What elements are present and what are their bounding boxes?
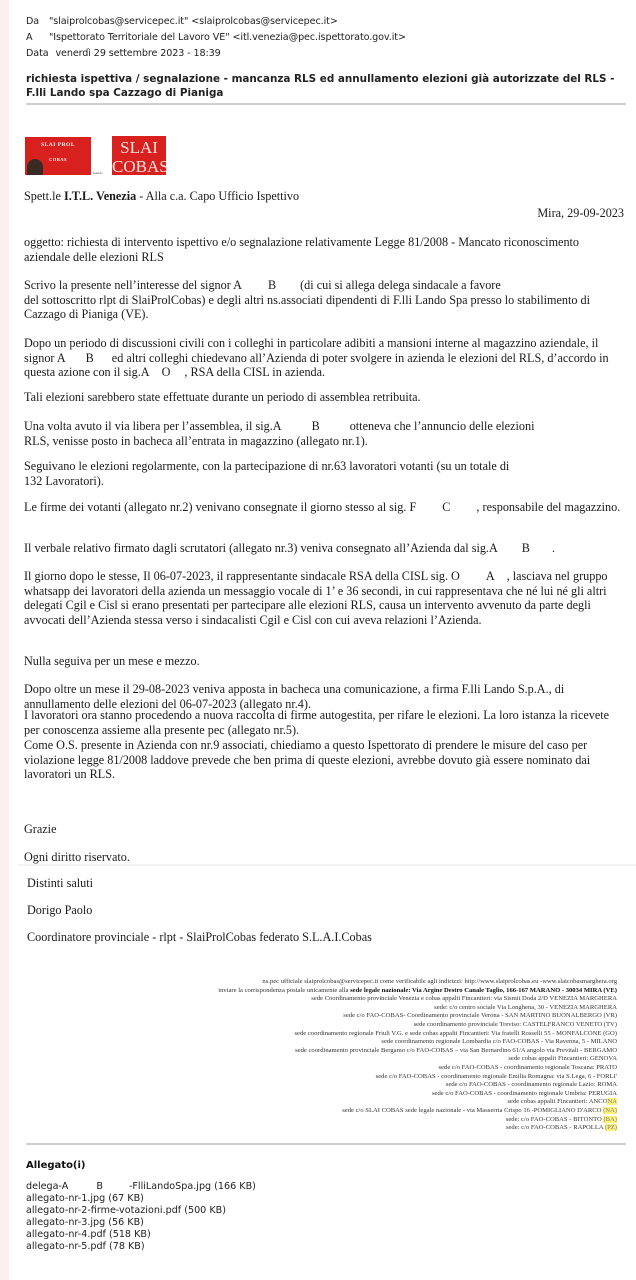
paragraph-8 bbox=[24, 569, 624, 627]
signature-divider bbox=[18, 864, 636, 866]
to-row bbox=[26, 30, 406, 46]
footer-line: sede coordinamento provinciale Bergamo c/o FAO-COBAS – via San Bernardino 61/A angolo via Previtali - BERGAMO bbox=[295, 1046, 617, 1054]
footer-text: sede cobas appalti Fincantieri: ANCO bbox=[507, 1098, 608, 1106]
footer-line: sede c/o FAO-COBAS - coordinamento regionale Emilia Romagna: via S.Lega, 6 - FORLI' bbox=[375, 1072, 617, 1080]
footer-line: sede: c/o centro sociale Via Longhena, 30 - VENEZIA MARGHERA bbox=[434, 1003, 617, 1011]
footer-line bbox=[97, 987, 617, 996]
p2-text-3: , RSA della CISL in azienda. bbox=[184, 365, 326, 380]
redacted-initial: O bbox=[161, 365, 171, 380]
addressee-name: I.T.L. Venezia bbox=[63, 189, 137, 203]
date-value: venerdì 29 settembre 2023 - 18:39 bbox=[55, 48, 221, 59]
footer-text: sede c/o SLAI COBAS sede legale nazionale - via Masserria Crispo 16 -POMIGLIANO D'ARCO bbox=[342, 1106, 604, 1114]
attachments-title: Allegato(i) bbox=[26, 1160, 86, 1171]
attachments-divider bbox=[26, 1143, 626, 1145]
logo1-subtitle: · · · bbox=[55, 149, 61, 153]
footer-line: sede c/o FAO-COBAS - coordinamento regionale Umbria: PERUGIA bbox=[431, 1089, 617, 1097]
p5-text: Seguivano le elezioni regolarmente, con la partecipazione di nr.63 lavoratori votanti (su un totale di bbox=[24, 459, 510, 473]
paragraph-14: Ogni diritto riservato. bbox=[24, 850, 130, 864]
footer-line: sede coordinamento regionale Friuli V.G. e sede cobas appalti Fincantieri: Via fratelli Rosselli 55 - MONFALCONE (GO) bbox=[294, 1029, 617, 1037]
footer-line: sede coordinamento provinciale Treviso: CASTELFRANCO VENETO (TV) bbox=[413, 1020, 617, 1028]
footer-line: sede cobas appalti Fincantieri: GENOVA bbox=[508, 1055, 617, 1063]
logo1-cobas: COBAS bbox=[48, 157, 67, 162]
footer-text: inviare la corrispondenza postale unicamente alla bbox=[218, 986, 351, 994]
paragraph-10: Dopo oltre un mese il 29-08-2023 veniva apposta in bacheca una comunicazione, a firma F.lli Lando S.p.A., di annullamento delle elezioni del 06-07-2023 (allegato nr.4). bbox=[24, 682, 565, 711]
footer-line bbox=[97, 1098, 617, 1107]
addressee-prefix: Spett.le bbox=[24, 189, 64, 203]
paragraph-4 bbox=[24, 419, 624, 448]
p4-text: Una volta avuto il via libera per l’assemblea, il sig.A bbox=[24, 419, 282, 433]
footer-text: sede: c/o FAO-COBAS - BITONTO bbox=[505, 1115, 604, 1123]
email-header bbox=[26, 14, 406, 62]
attachment-link[interactable]: allegato-nr-3.jpg (56 KB) bbox=[26, 1217, 144, 1228]
footer-line: sede coordinamento regionale Lombardia c/o FAO-COBAS - Via Ravenna, 5 - MILANO bbox=[381, 1038, 617, 1046]
closing: Distinti saluti bbox=[27, 876, 94, 890]
attachments-list bbox=[26, 1181, 256, 1253]
p7-text-2: . bbox=[551, 541, 555, 555]
redacted-initial: C bbox=[442, 500, 451, 514]
from-address[interactable]: "slaiprolcobas@servicepec.it" <slaiprolcobas@servicepec.it> bbox=[48, 16, 338, 27]
p5-text-2: 132 Lavoratori). bbox=[24, 473, 104, 488]
slai-cobas-logo bbox=[112, 136, 169, 176]
attachment-link[interactable]: allegato-nr-5.pdf (78 KB) bbox=[26, 1241, 145, 1252]
p4-text-3: RLS, venisse posto in bacheca all’entrata in magazzino (allegato nr.1). bbox=[24, 433, 368, 448]
footer-line bbox=[97, 1107, 617, 1116]
to-label: A bbox=[26, 32, 33, 43]
left-edge-strip bbox=[0, 0, 9, 1280]
footer-line: sede c/o FAO-COBAS- Coordinamento provinciale Verona - SAN MARTINO BUONALBERGO (VR) bbox=[343, 1012, 617, 1020]
footer-text: sede: c/o FAO-COBAS - RAPOLLA bbox=[505, 1124, 605, 1132]
logo1-title: SLAI PROL bbox=[41, 142, 75, 148]
attachment-link[interactable]: allegato-nr-2-firme-votazioni.pdf (500 KB) bbox=[26, 1205, 226, 1216]
attachment-name-part: -FlliLandoSpa.jpg (166 KB) bbox=[128, 1181, 256, 1192]
place-date: Mira, 29-09-2023 bbox=[537, 206, 624, 220]
header-divider bbox=[26, 103, 626, 105]
paragraph-7 bbox=[24, 541, 624, 556]
signer-name: Dorigo Paolo bbox=[27, 903, 93, 917]
to-address[interactable]: "Ispettorato Territoriale del Lavoro VE" <itl.venezia@pec.ispettorato.gov.it> bbox=[48, 32, 406, 43]
footer-line: sede Coordinamento provinciale Venezia e cobas appalti Fincantieri: via Sismit Doda 2/D VENEZIA MARGHERA bbox=[311, 995, 617, 1003]
redacted-initial: A bbox=[485, 569, 495, 583]
footer-line: sede c/o FAO-COBAS - coordinamento regionale Toscana: PRATO bbox=[438, 1063, 617, 1071]
redacted-initial: B bbox=[521, 541, 530, 555]
p8-text-2: , lasciava nel gruppo whatsapp dei lavoratori della azienda un messaggio vocale di 1’ e 36 secondi, in cui rappresentava che né lui né gli altri delegati Cgil e Cisl si erano presentati per partecipare alle elezioni RLS, causa un intervento avvenuto da parte degli avvocati dell’Azienda stessa verso i sindacalisti Cgil e Cisl con cui aveva relazioni l’Azienda. bbox=[24, 569, 608, 627]
letterhead-footer bbox=[97, 978, 617, 1133]
attachment-link[interactable]: allegato-nr-4.pdf (518 KB) bbox=[26, 1229, 151, 1240]
footer-line bbox=[97, 1116, 617, 1125]
paragraph-11: I lavoratori ora stanno procedendo a nuova raccolta di firme autogestita, per rifare le elezioni. La loro istanza la ricevete per conoscenza assieme alla presente pec (allegato nr.5). bbox=[24, 708, 610, 737]
redacted-initial: B bbox=[85, 350, 94, 365]
footer-highlight: (BA) bbox=[603, 1115, 617, 1123]
attachment-link[interactable]: allegato-nr-1.jpg (67 KB) bbox=[26, 1193, 144, 1204]
paragraph-13: Grazie bbox=[24, 822, 57, 836]
footer-legal-seat: sede legale nazionale: Via Argine Destro Canale Taglio, 166-167 MARANO - 30034 MIRA (VE) bbox=[350, 986, 617, 994]
footer-highlight: NA bbox=[607, 1098, 617, 1106]
from-label: Da bbox=[26, 16, 40, 27]
p6-text: Le firme dei votanti (allegato nr.2) venivano consegnate il giorno stesso al sig. F bbox=[24, 500, 417, 514]
paragraph-12: Come O.S. presente in Azienda con nr.9 associati, chiediamo a questo Ispettorato di prendere le misure del caso per violazione legge 81/2008 laddove prevede che ben prima di queste elezioni, avrebbe dovuto già essere nominato dai lavoratori un RLS. bbox=[24, 738, 591, 782]
logo2-line1: SLAI bbox=[120, 138, 158, 157]
p4-text-2: otteneva che l’annuncio delle elezioni bbox=[349, 419, 535, 433]
paragraph-9: Nulla seguiva per un mese e mezzo. bbox=[24, 654, 200, 668]
redacted-initial: B bbox=[267, 278, 277, 292]
p6-text-2: , responsabile del magazzino. bbox=[476, 500, 621, 514]
paragraph-1 bbox=[24, 278, 624, 322]
p1-text-3: del sottoscritto rlpt di SlaiProlCobas) e degli altri ns.associati dipendenti di F.lli Lando Spa presso lo stabilimento di Cazzago di Pianiga (VE). bbox=[24, 292, 591, 322]
attachment-name-part: delega-A bbox=[26, 1181, 69, 1192]
oggetto: oggetto: richiesta di intervento ispettivo e/o segnalazione relativamente Legge 81/2008 - Mancato riconoscimento aziendale delle elezioni RLS bbox=[24, 235, 580, 264]
addressee-suffix: - Alla c.a. Capo Ufficio Ispettivo bbox=[136, 189, 300, 203]
p1-text-2: (di cui si allega delega sindacale a favore bbox=[300, 278, 501, 292]
signer-role: Coordinatore provinciale - rlpt - SlaiProlCobas federato S.L.A.I.Cobas bbox=[27, 930, 372, 944]
from-row bbox=[26, 14, 406, 30]
paragraph-3: Tali elezioni sarebbero state effettuate durante un periodo di assemblea retribuita. bbox=[24, 390, 421, 404]
email-view bbox=[9, 0, 636, 1280]
paragraph-6 bbox=[24, 500, 624, 515]
footer-line: sede c/o FAO-COBAS - coordinamento regionale Lazio: ROMA bbox=[445, 1081, 617, 1089]
paragraph-2 bbox=[24, 336, 624, 380]
p2-text: Dopo un periodo di discussioni civili con i colleghi in particolare adibiti a mansioni interne al magazzino aziendale, il signor A bbox=[24, 336, 599, 365]
logo-figure-icon bbox=[27, 159, 43, 175]
logo-federato-text: federato bbox=[93, 171, 103, 175]
addressee bbox=[24, 189, 624, 204]
date-row bbox=[26, 46, 406, 62]
p1-text: Scrivo la presente nell’interesse del signor A bbox=[24, 278, 242, 292]
redacted-initial: B bbox=[96, 1181, 103, 1192]
redacted-initial: B bbox=[311, 419, 320, 433]
p2-text-2: ed altri colleghi chiedevano all’Azienda di poter svolgere in azienda le elezioni del RLS, d’accordo in questa azione con il sig.A bbox=[24, 350, 609, 380]
email-subject: richiesta ispettiva / segnalazione - mancanza RLS ed annullamento elezioni già autorizzate del RLS - F.lli Lando spa Cazzago di Pianiga bbox=[26, 73, 615, 99]
p8-text: Il giorno dopo le stesse, Il 06-07-2023, il rappresentante sindacale RSA della CISL sig. O bbox=[24, 569, 460, 583]
p7-text: Il verbale relativo firmato dagli scrutatori (allegato nr.3) veniva consegnato all’Azienda dal sig.A bbox=[24, 541, 498, 555]
attachment-link[interactable] bbox=[26, 1181, 256, 1193]
logo2-line2: COBAS bbox=[112, 157, 169, 176]
date-label: Data bbox=[26, 48, 49, 59]
footer-line bbox=[97, 1124, 617, 1133]
footer-highlight: (PZ) bbox=[604, 1124, 617, 1132]
slai-prol-cobas-logo bbox=[25, 137, 91, 175]
footer-line: ns.pec ufficiale slaiprolcobas@servicepec.it come verificabile agli indirizzi: http://www.slaiprolcobas.eu -www.slaicobasmarghera.org bbox=[262, 978, 617, 985]
footer-highlight: (NA) bbox=[603, 1106, 617, 1114]
paragraph-5 bbox=[24, 459, 624, 488]
